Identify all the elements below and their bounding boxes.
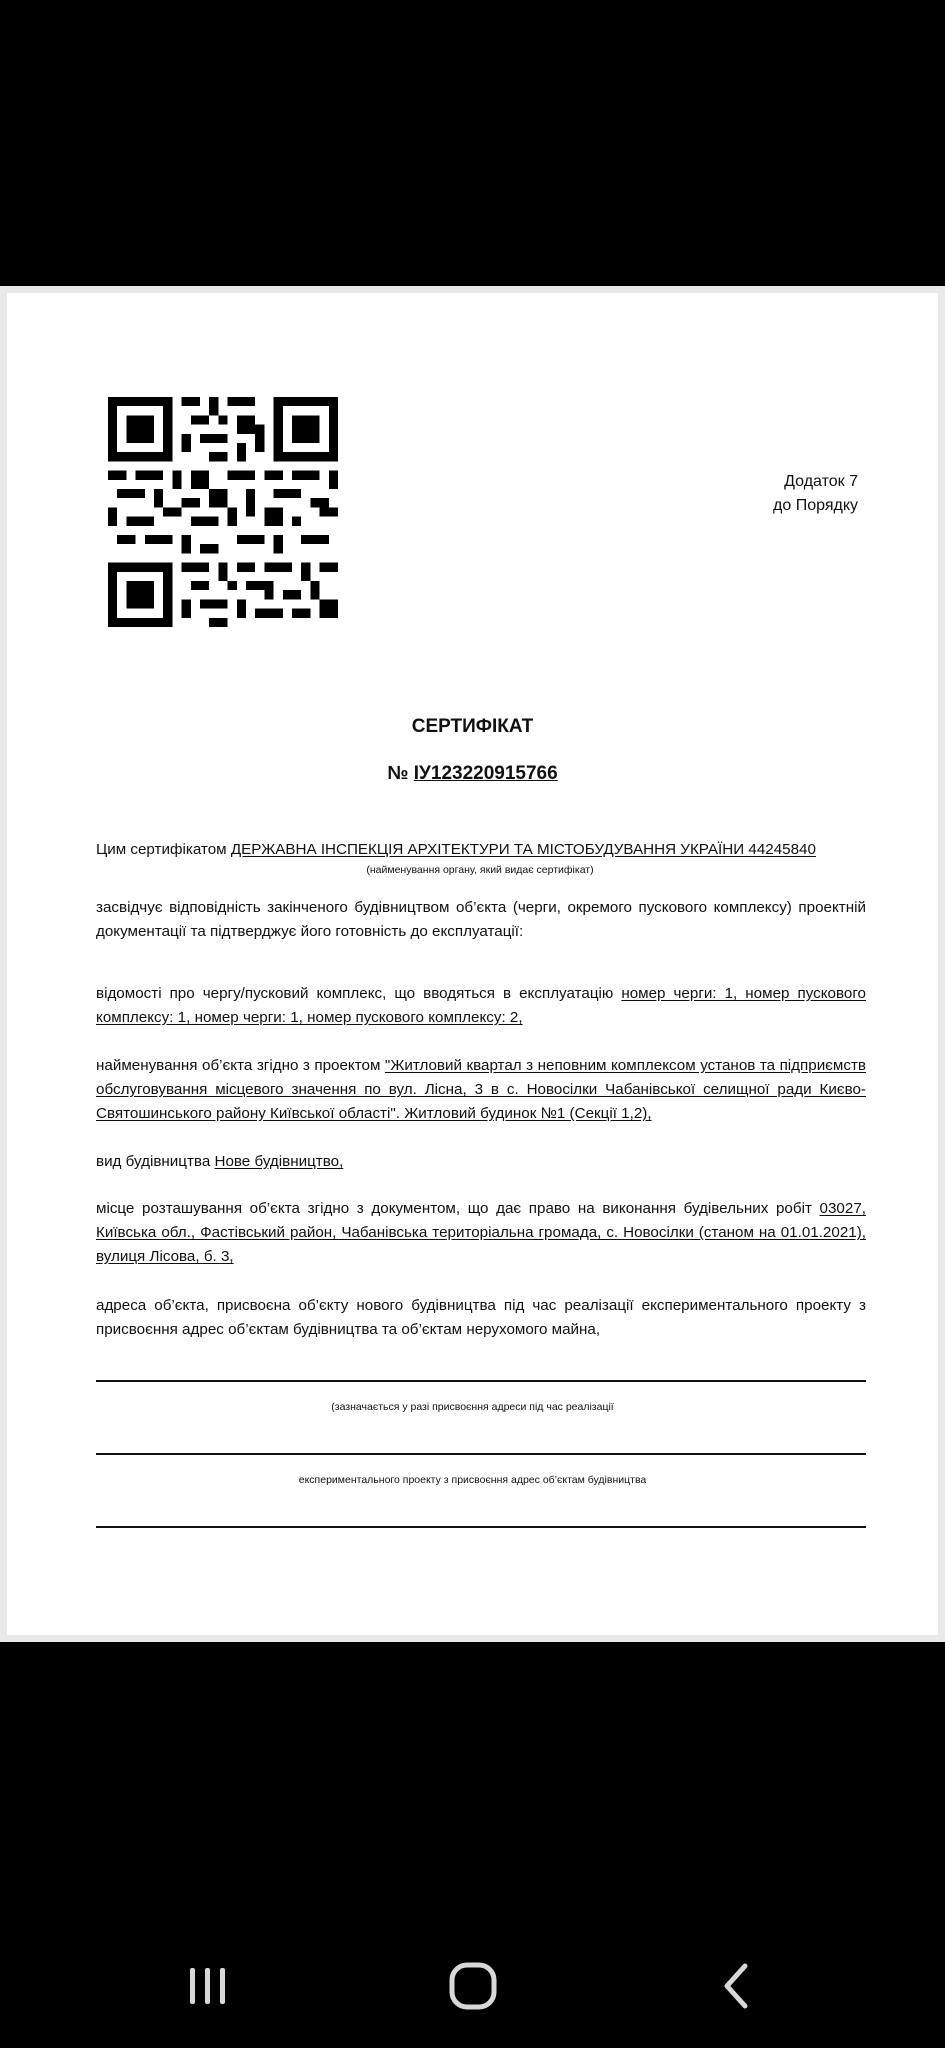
issuer-line — [96, 838, 866, 862]
location-value: 03027, Київська обл., Фастівський район, Чабанівська територіальна громада, с. Новосілки (станом на 01.01.2021), вулиця Лісова, б. 3, — [96, 1200, 866, 1265]
address-line-2 — [96, 1453, 866, 1455]
queue-label: відомості про чергу/пусковий комплекс, що вводяться в експлуатацію — [96, 985, 614, 1002]
statement-text: засвідчує відповідність закінченого будівництвом об’єкта (черги, окремого пускового комплексу) проектній документації та підтверджує його готовність до експлуатації: — [96, 899, 866, 940]
issuer-caption: (найменування органу, який видає сертифікат) — [366, 864, 594, 876]
annex-line-2: до Порядку — [773, 497, 858, 514]
construction-type-section — [96, 1150, 866, 1174]
number-prefix: № — [387, 763, 409, 784]
queue-section — [96, 982, 866, 1030]
queue-value: номер черги: 1, номер пускового комплексу: 1, номер черги: 1, номер пускового комплексу: 2, — [96, 985, 866, 1026]
object-name-value: "Житловий квартал з неповним комплексом установ та підприємств обслуговування місцевого значення по вул. Лісна, 3 в с. Новосілки Чабанівської селищної ради Києво-Святошинського району Київської області". Житловий будинок №1 (Секції 1,2), — [96, 1057, 866, 1122]
construction-type-label: вид будівництва — [96, 1153, 211, 1170]
location-label: місце розташування об’єкта згідно з документом, що дає право на виконання будівельних робіт — [96, 1200, 812, 1217]
issuer-intro: Цим сертифікатом — [96, 841, 227, 858]
annex-reference — [773, 470, 858, 518]
location-section — [96, 1197, 866, 1269]
navigation-bar — [0, 1642, 945, 2048]
object-name-label: найменування об’єкта згідно з проектом — [96, 1057, 381, 1074]
certificate-title: СЕРТИФІКАТ — [411, 716, 534, 737]
address-section: адреса об’єкта, присвоєна об’єкту нового будівництва під час реалізації експериментального проекту з присвоєння адрес об’єктам будівництва та об’єктам нерухомого майна, — [96, 1297, 866, 1338]
object-name-section — [96, 1054, 866, 1126]
number-value: ІУ123220915766 — [413, 763, 558, 784]
back-icon[interactable] — [707, 1956, 767, 2016]
certificate-number — [0, 763, 945, 785]
construction-type-value: Нове будівництво, — [214, 1153, 344, 1170]
address-caption-1: (зазначається у разі присвоєння адреси під час реалізації — [331, 1401, 614, 1413]
annex-line-1: Додаток 7 — [784, 473, 858, 490]
recent-apps-icon[interactable] — [178, 1956, 238, 2016]
address-line-3 — [96, 1526, 866, 1528]
address-line-1 — [96, 1380, 866, 1382]
issuer-name: ДЕРЖАВНА ІНСПЕКЦІЯ АРХІТЕКТУРИ ТА МІСТОБУДУВАННЯ УКРАЇНИ 44245840 — [230, 841, 816, 858]
address-caption-2: експериментального проекту з присвоєння адрес об’єктам будівництва — [298, 1474, 647, 1486]
certificate-page — [0, 286, 945, 1642]
home-icon[interactable] — [443, 1956, 503, 2016]
qr-code-icon — [108, 397, 338, 627]
